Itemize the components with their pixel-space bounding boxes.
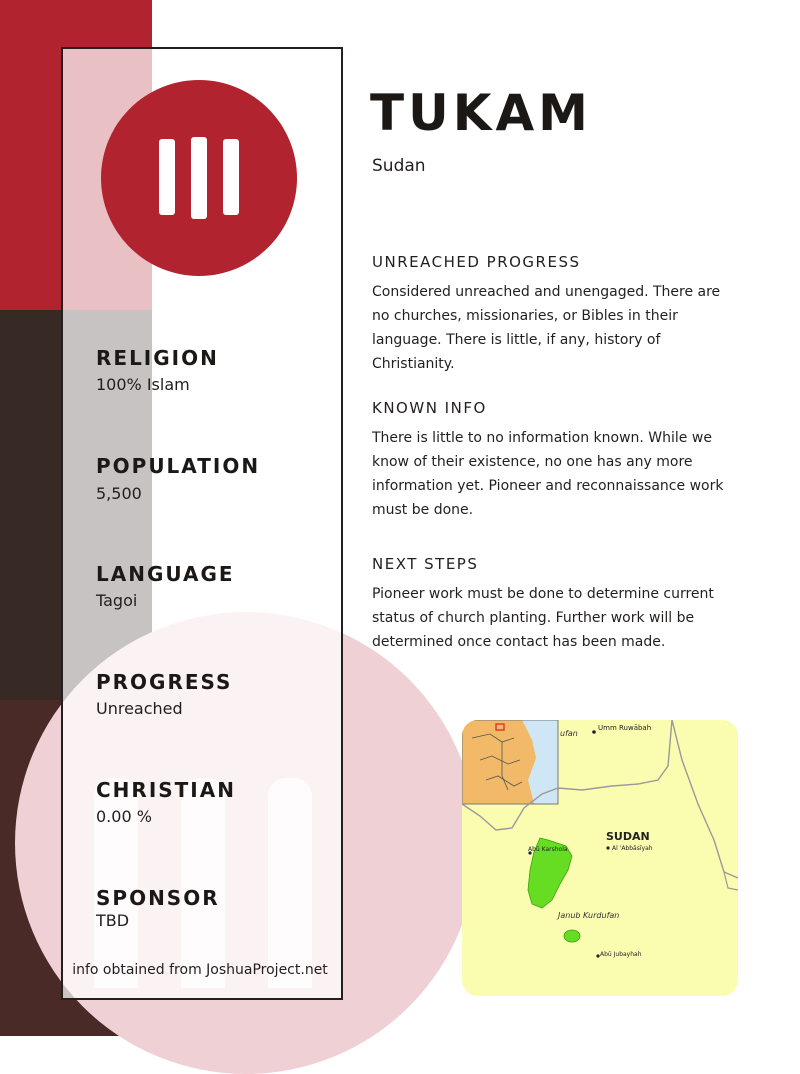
population-value: 5,500 bbox=[96, 484, 142, 503]
next-steps-heading: NEXT STEPS bbox=[372, 555, 479, 573]
logo-bar bbox=[223, 139, 239, 215]
progress-label: PROGRESS bbox=[96, 670, 233, 694]
map-label-country: SUDAN bbox=[606, 830, 650, 843]
known-info-heading: KNOWN INFO bbox=[372, 399, 487, 417]
language-value: Tagoi bbox=[96, 591, 138, 610]
sponsor-value: TBD bbox=[96, 911, 130, 930]
logo-bar bbox=[191, 137, 207, 219]
map-label-city2: Abū Karshola bbox=[528, 846, 568, 853]
population-label: POPULATION bbox=[96, 454, 261, 478]
known-info-text: There is little to no information known. While we know of their existence, no one has any more information yet. Pioneer and reconnaissance work must be done. bbox=[372, 430, 724, 518]
next-steps-text: Pioneer work must be done to determine current status of church planting. Further work will be determined once contact has been made. bbox=[372, 586, 714, 650]
map-label-region2: Janub Kurdufan bbox=[558, 911, 620, 920]
location-map-graphic bbox=[462, 720, 738, 996]
decorative-bar bbox=[181, 778, 225, 988]
christian-value: 0.00 % bbox=[96, 807, 152, 826]
map-label-city3: Al 'Abbāsīyah bbox=[612, 845, 653, 852]
christian-label: CHRISTIAN bbox=[96, 778, 236, 802]
sponsor-label: SPONSOR bbox=[96, 886, 220, 910]
map-label-city4: Abū Jubayhah bbox=[600, 951, 642, 958]
location-map bbox=[462, 720, 738, 996]
progress-value: Unreached bbox=[96, 699, 183, 718]
unreached-progress-text: Considered unreached and unengaged. There are no churches, missionaries, or Bibles in their language. There is little, if any, history of Christianity. bbox=[372, 284, 721, 372]
unreached-progress-heading: UNREACHED PROGRESS bbox=[372, 253, 581, 271]
map-label-region1: ufan bbox=[560, 729, 578, 738]
logo-bar bbox=[159, 139, 175, 215]
religion-label: RELIGION bbox=[96, 346, 219, 370]
page-title: TUKAM bbox=[370, 84, 592, 142]
language-label: LANGUAGE bbox=[96, 562, 235, 586]
religion-value: 100% Islam bbox=[96, 375, 190, 394]
logo-icon bbox=[101, 80, 297, 276]
decorative-bar bbox=[268, 778, 312, 988]
source-note: info obtained from JoshuaProject.net bbox=[72, 962, 328, 978]
country-subtitle: Sudan bbox=[372, 156, 426, 176]
map-label-city1: Umm Ruwābah bbox=[598, 724, 652, 732]
